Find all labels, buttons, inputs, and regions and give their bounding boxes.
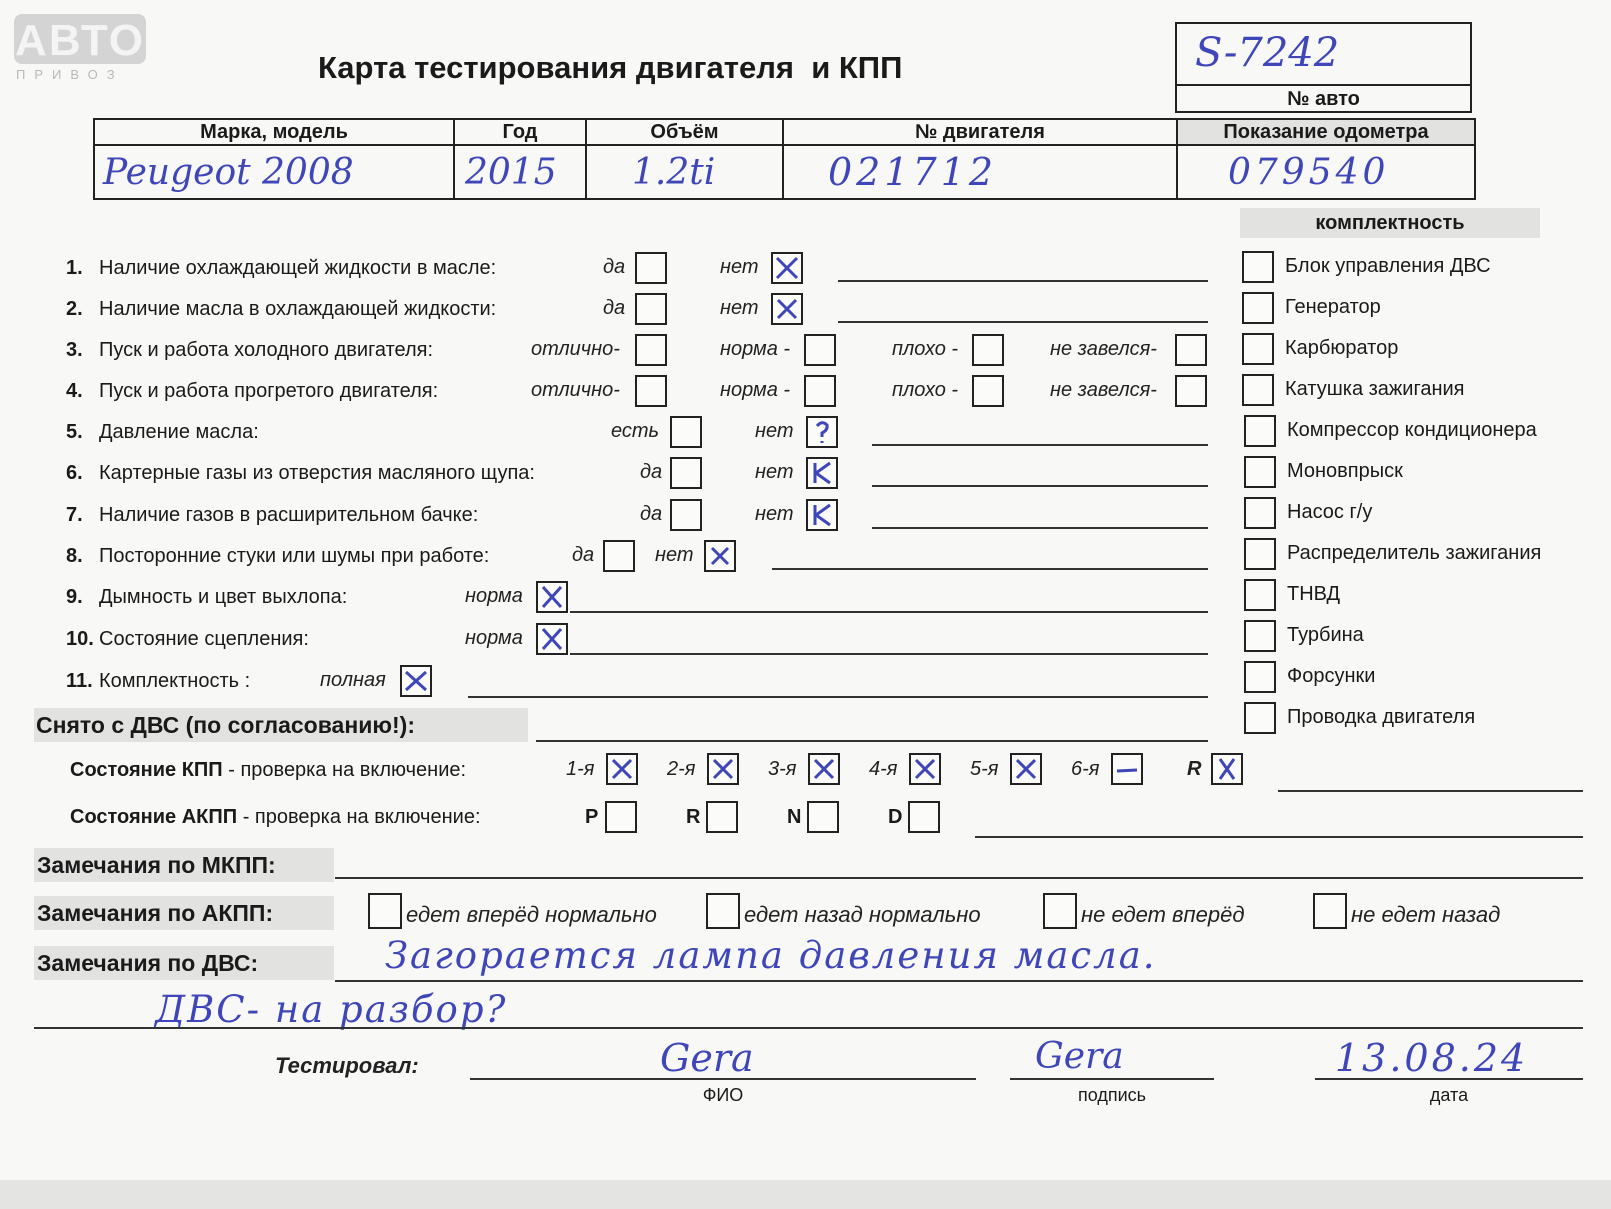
checkbox-cold-excellent[interactable] [635, 334, 667, 366]
checkbox-coolant-no[interactable] [771, 252, 803, 284]
checkbox-coolant-yes[interactable] [635, 252, 667, 284]
removed-label: Снято с ДВС (по согласованию!): [36, 712, 415, 738]
checkbox-gear-2[interactable] [707, 753, 739, 785]
opt-label: да [572, 544, 595, 566]
check-x-mark [808, 459, 836, 487]
opt-label: норма [465, 585, 523, 607]
checkbox-warm-normal[interactable] [804, 375, 836, 407]
akpp-mode-label: N [787, 806, 802, 828]
check-x-mark [773, 254, 801, 282]
check-x-mark [709, 755, 737, 783]
checkbox-gear-6[interactable] [1111, 753, 1143, 785]
checkbox-completeness-full[interactable] [400, 665, 432, 697]
gear-label: 2-я [667, 758, 696, 780]
part-carburetor: Карбюратор [1285, 337, 1399, 359]
opt-label: нет [755, 503, 794, 525]
signature-caption: подпись [1077, 1085, 1147, 1105]
gear-label: 4-я [869, 758, 898, 780]
gear-label: 6-я [1071, 758, 1100, 780]
check-x-mark [538, 625, 566, 653]
checkbox-ac-compressor[interactable] [1244, 415, 1276, 447]
question-mark [808, 418, 836, 446]
checkbox-ps-pump[interactable] [1244, 497, 1276, 529]
dvs-remarks-label: Замечания по ДВС: [37, 950, 259, 976]
opt-label: нет [755, 420, 794, 442]
akpp-mode-label: R [686, 806, 701, 828]
dvs-remarks-handwritten-2: ДВС- на разбор? [155, 988, 508, 1031]
header-value-engine-no: 021712 [783, 145, 1177, 199]
item-number: 1. [66, 257, 83, 279]
opt-label: да [640, 503, 663, 525]
remark-line [872, 444, 1208, 446]
gear-label: 5-я [970, 758, 999, 780]
checkbox-generator[interactable] [1242, 292, 1274, 324]
check-x-mark [773, 295, 801, 323]
item-label-oil-in-coolant: Наличие масла в охлаждающей жидкости: [99, 298, 497, 320]
remark-line [570, 611, 1208, 613]
part-turbo: Турбина [1287, 624, 1364, 646]
checkbox-pressure-no[interactable] [806, 416, 838, 448]
akpp-label: Состояние АКПП - проверка на включение: [70, 806, 481, 828]
form-title: Карта тестирования двигателя и КПП [318, 50, 903, 85]
name-line [470, 1078, 976, 1080]
checkbox-carburetor[interactable] [1242, 333, 1274, 365]
dvs-remarks-line [335, 980, 1583, 982]
mkpp-remarks-label: Замечания по МКПП: [37, 852, 276, 878]
header-value-model: Peugeot 2008 [94, 145, 454, 199]
akpp-opt-label: едет назад нормально [744, 902, 981, 927]
checkbox-akpp-d[interactable] [908, 801, 940, 833]
checkbox-oil-in-coolant-no[interactable] [771, 293, 803, 325]
gear-label: R [1187, 758, 1202, 780]
part-ignition-coil: Катушка зажигания [1285, 378, 1465, 400]
auto-number-label: № авто [1177, 84, 1470, 113]
checkbox-tank-gases-yes[interactable] [670, 499, 702, 531]
opt-label: не завелся- [1050, 338, 1157, 360]
part-distributor: Распределитель зажигания [1287, 542, 1542, 564]
checkbox-crankcase-yes[interactable] [670, 457, 702, 489]
test-date-handwritten: 13.08.24 [1335, 1036, 1529, 1080]
header-value-odometer: 079540 [1177, 145, 1475, 199]
akpp-opt-label: не едет вперёд [1081, 902, 1245, 927]
part-ps-pump: Насос г/у [1287, 501, 1373, 523]
item-number: 5. [66, 421, 83, 443]
part-wiring: Проводка двигателя [1287, 706, 1476, 728]
opt-label: да [603, 297, 626, 319]
opt-label: нет [655, 544, 694, 566]
header-value-volume: 1.2ti [586, 145, 783, 199]
checkbox-no-reverse[interactable] [1313, 893, 1347, 929]
opt-label: плохо - [892, 338, 959, 360]
scan-background [0, 1180, 1611, 1209]
opt-label: нет [720, 256, 759, 278]
opt-label: отлично- [531, 379, 620, 401]
part-injectors: Форсунки [1287, 665, 1376, 687]
checkbox-cold-bad[interactable] [972, 334, 1004, 366]
item-label-coolant-in-oil: Наличие охлаждающей жидкости в масле: [99, 257, 497, 279]
checkbox-gear-1[interactable] [606, 753, 638, 785]
name-caption: ФИО [702, 1085, 744, 1105]
item-label-clutch: Состояние сцепления: [99, 628, 309, 650]
kpp-remark-line [1278, 790, 1583, 792]
item-label-crankcase-gases: Картерные газы из отверстия масляного щупа: [99, 462, 535, 484]
item-number: 11. [66, 670, 93, 692]
dash-mark [1113, 755, 1141, 783]
part-ac-compressor: Компрессор кондиционера [1287, 419, 1537, 441]
gear-label: 3-я [768, 758, 797, 780]
auto-number-value: S-7242 [1195, 30, 1340, 76]
checkbox-noise-yes[interactable] [603, 540, 635, 572]
header-col-volume: Объём [586, 119, 783, 145]
opt-label: не завелся- [1050, 379, 1157, 401]
removed-line [536, 740, 1208, 742]
opt-label: есть [611, 420, 660, 442]
check-x-mark [810, 755, 838, 783]
checkbox-exhaust-normal[interactable] [536, 581, 568, 613]
header-col-model: Марка, модель [94, 119, 454, 145]
tester-name-handwritten: Gera [660, 1036, 754, 1080]
checkbox-forward-ok[interactable] [368, 893, 402, 929]
check-x-mark [608, 755, 636, 783]
check-x-mark [538, 583, 566, 611]
remark-line [838, 321, 1208, 323]
akpp-remark-line [975, 836, 1583, 838]
dvs-remarks-line-2 [34, 1027, 1583, 1029]
akpp-mode-label: P [585, 806, 599, 828]
checkbox-turbo[interactable] [1244, 620, 1276, 652]
item-label-expansion-tank-gases: Наличие газов в расширительном бачке: [99, 504, 479, 526]
checkbox-akpp-p[interactable] [605, 801, 637, 833]
part-mono-injection: Моновпрыск [1287, 460, 1403, 482]
checkbox-pressure-yes[interactable] [670, 416, 702, 448]
remark-line [838, 280, 1208, 282]
check-x-mark [911, 755, 939, 783]
auto-number-box [1175, 22, 1472, 113]
checkbox-clutch-normal[interactable] [536, 623, 568, 655]
checkbox-reverse-ok[interactable] [706, 893, 740, 929]
checkbox-noise-no[interactable] [704, 540, 736, 572]
mkpp-remarks-line [335, 877, 1583, 879]
checkbox-wiring[interactable] [1244, 702, 1276, 734]
checkbox-no-forward[interactable] [1043, 893, 1077, 929]
checkbox-cold-not-started[interactable] [1175, 334, 1207, 366]
gear-label: 1-я [566, 758, 595, 780]
opt-label: отлично- [531, 338, 620, 360]
akpp-opt-label: едет вперёд нормально [406, 902, 657, 927]
tester-signature: Gera [1035, 1036, 1124, 1077]
part-generator: Генератор [1285, 296, 1381, 318]
check-x-mark [402, 667, 430, 695]
checkbox-crankcase-no[interactable] [806, 457, 838, 489]
item-label-oil-pressure: Давление масла: [99, 421, 259, 443]
opt-label: норма - [720, 379, 791, 401]
item-label-warm-start: Пуск и работа прогретого двигателя: [99, 380, 439, 402]
date-caption: дата [1429, 1085, 1469, 1105]
checkbox-ignition-coil[interactable] [1242, 374, 1274, 406]
item-number: 6. [66, 462, 83, 484]
checkbox-gear-reverse[interactable] [1211, 753, 1243, 785]
item-number: 4. [66, 380, 83, 402]
opt-label: плохо - [892, 379, 959, 401]
check-x-mark [808, 501, 836, 529]
item-number: 3. [66, 339, 83, 361]
checkbox-warm-not-started[interactable] [1175, 375, 1207, 407]
item-label-cold-start: Пуск и работа холодного двигателя: [99, 339, 434, 361]
part-ecu: Блок управления ДВС [1285, 255, 1491, 277]
kpp-label: Состояние КПП - проверка на включение: [70, 759, 467, 781]
item-label-completeness: Комплектность : [99, 670, 251, 692]
akpp-remarks-label: Замечания по АКПП: [37, 900, 274, 926]
checkbox-distributor[interactable] [1244, 538, 1276, 570]
checkbox-oil-in-coolant-yes[interactable] [635, 293, 667, 325]
checkbox-injectors[interactable] [1244, 661, 1276, 693]
akpp-opt-label: не едет назад [1351, 902, 1501, 927]
dvs-remarks-handwritten-1: Загорается лампа давления масла. [385, 934, 1157, 977]
header-value-year: 2015 [454, 145, 586, 199]
check-x-mark [1012, 755, 1040, 783]
checkbox-gear-4[interactable] [909, 753, 941, 785]
opt-label: да [603, 256, 626, 278]
opt-label: да [640, 461, 663, 483]
checkbox-warm-bad[interactable] [972, 375, 1004, 407]
item-number: 10. [66, 628, 94, 650]
header-col-odometer: Показание одометра [1177, 119, 1475, 145]
check-x-mark [1213, 755, 1241, 783]
checkbox-tank-gases-no[interactable] [806, 499, 838, 531]
akpp-mode-label: D [888, 806, 903, 828]
checkbox-gear-3[interactable] [808, 753, 840, 785]
checkbox-injection-pump[interactable] [1244, 579, 1276, 611]
checkbox-akpp-n[interactable] [807, 801, 839, 833]
item-label-knocks-noise: Посторонние стуки или шумы при работе: [99, 545, 490, 567]
checkbox-warm-excellent[interactable] [635, 375, 667, 407]
logo-text: АВТО [15, 16, 145, 65]
item-number: 9. [66, 586, 83, 608]
opt-label: нет [755, 461, 794, 483]
vehicle-header-table [93, 118, 1476, 200]
item-label-exhaust: Дымность и цвет выхлопа: [99, 586, 348, 608]
item-number: 8. [66, 545, 83, 567]
check-x-mark [706, 542, 734, 570]
date-line [1315, 1078, 1583, 1080]
checkbox-cold-normal[interactable] [804, 334, 836, 366]
remark-line [872, 485, 1208, 487]
completeness-title: комплектность [1315, 212, 1465, 234]
remark-line [772, 568, 1208, 570]
checkbox-akpp-r[interactable] [706, 801, 738, 833]
header-col-year: Год [454, 119, 586, 145]
signature-line [1010, 1078, 1214, 1080]
opt-label: полная [320, 669, 386, 691]
remark-line [468, 696, 1208, 698]
tested-by-label: Тестировал: [275, 1053, 419, 1078]
checkbox-ecu[interactable] [1242, 251, 1274, 283]
item-number: 7. [66, 504, 83, 526]
logo-subtext: ПРИВОЗ [16, 67, 124, 82]
checkbox-gear-5[interactable] [1010, 753, 1042, 785]
item-number: 2. [66, 298, 83, 320]
header-col-engine-no: № двигателя [783, 119, 1177, 145]
part-injection-pump: ТНВД [1287, 583, 1341, 605]
checkbox-mono-injection[interactable] [1244, 456, 1276, 488]
opt-label: норма - [720, 338, 791, 360]
opt-label: нет [720, 297, 759, 319]
remark-line [872, 527, 1208, 529]
opt-label: норма [465, 627, 523, 649]
remark-line [570, 653, 1208, 655]
